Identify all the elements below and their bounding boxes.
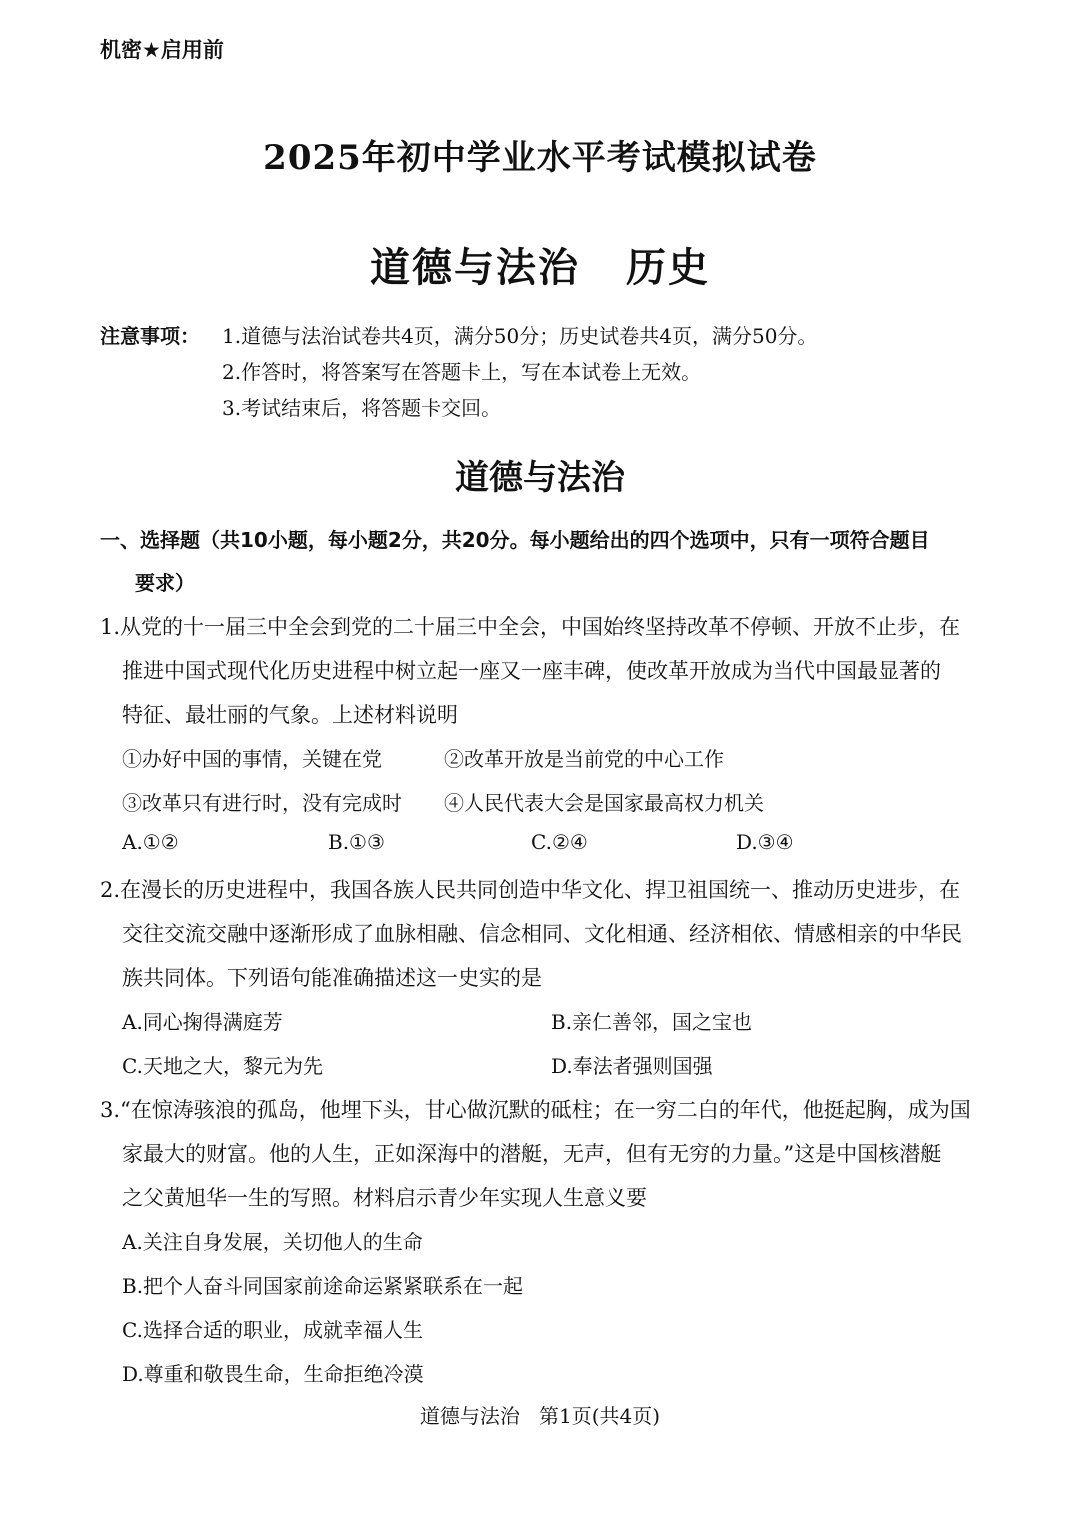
page-footer	[0, 1400, 1080, 1429]
option-b: B.亲仁善邻，国之宝也	[551, 1010, 753, 1034]
option-d: D.尊重和敬畏生命，生命拒绝冷漠	[122, 1362, 424, 1386]
option-d: D.③④	[736, 830, 794, 854]
exam-title: 2025年初中学业水平考试模拟试卷	[263, 138, 817, 178]
question-line: 族共同体。下列语句能准确描述这一史实的是	[122, 966, 542, 990]
statement-4: ④人民代表大会是国家最高权力机关	[444, 791, 764, 815]
notice-item-3: 3.考试结束后，将答题卡交回。	[222, 396, 502, 420]
statement-3: ③改革只有进行时，没有完成时	[122, 791, 402, 815]
statement-1: ①办好中国的事情，关键在党	[122, 747, 382, 771]
option-a: A.关注自身发展，关切他人的生命	[122, 1230, 423, 1254]
option-b: B.把个人奋斗同国家前途命运紧紧联系在一起	[122, 1274, 524, 1298]
option-d: D.奉法者强则国强	[551, 1054, 713, 1078]
footer-subject: 道德与法治	[419, 1404, 520, 1428]
notice-item-1: 1.道德与法治试卷共4页，满分50分；历史试卷共4页，满分50分。	[222, 324, 818, 348]
confidential-mark: 机密★启用前	[100, 38, 224, 62]
subject-title-right: 历史	[626, 245, 710, 291]
question-line: 2.在漫长的历史进程中，我国各族人民共同创造中华文化、捍卫祖国统一、推动历史进步，在	[100, 878, 961, 902]
section-heading: 道德与法治	[455, 458, 625, 498]
option-c: C.天地之大，黎元为先	[122, 1054, 323, 1078]
question-line: 交往交流交融中逐渐形成了血脉相融、信念相同、文化相通、经济相依、情感相亲的中华民	[122, 922, 962, 946]
notice-label: 注意事项：	[100, 324, 200, 348]
question-line: 之父黄旭华一生的写照。材料启示青少年实现人生意义要	[122, 1186, 647, 1210]
subject-title	[0, 236, 1080, 293]
part-heading-line-2: 要求）	[135, 571, 195, 595]
question-line: 家最大的财富。他的人生，正如深海中的潜艇，无声，但有无穷的力量。”这是中国核潜艇	[122, 1142, 942, 1166]
statement-2: ②改革开放是当前党的中心工作	[444, 747, 724, 771]
question-line: 推进中国式现代化历史进程中树立起一座又一座丰碑，使改革开放成为当代中国最显著的	[122, 659, 941, 683]
option-c: C.选择合适的职业，成就幸福人生	[122, 1318, 423, 1342]
notice-item-2: 2.作答时，将答案写在答题卡上，写在本试卷上无效。	[222, 360, 702, 384]
option-c: C.②④	[531, 830, 588, 854]
option-b: B.①③	[328, 830, 385, 854]
option-a: A.①②	[122, 830, 179, 854]
question-line: 1.从党的十一届三中全会到党的二十届三中全会，中国始终坚持改革不停顿、开放不止步，在	[100, 615, 961, 639]
question-line: 3.“在惊涛骇浪的孤岛，他埋下头，甘心做沉默的砥柱；在一穷二白的年代，他挺起胸，成为国	[100, 1098, 971, 1122]
part-heading-line-1: 一、选择题（共10小题，每小题2分，共20分。每小题给出的四个选项中，只有一项符合题目	[100, 528, 930, 552]
option-a: A.同心掬得满庭芳	[122, 1010, 283, 1034]
question-line: 特征、最壮丽的气象。上述材料说明	[122, 703, 458, 727]
footer-page-number: 第1页(共4页)	[539, 1404, 661, 1428]
subject-title-left: 道德与法治	[370, 245, 580, 291]
